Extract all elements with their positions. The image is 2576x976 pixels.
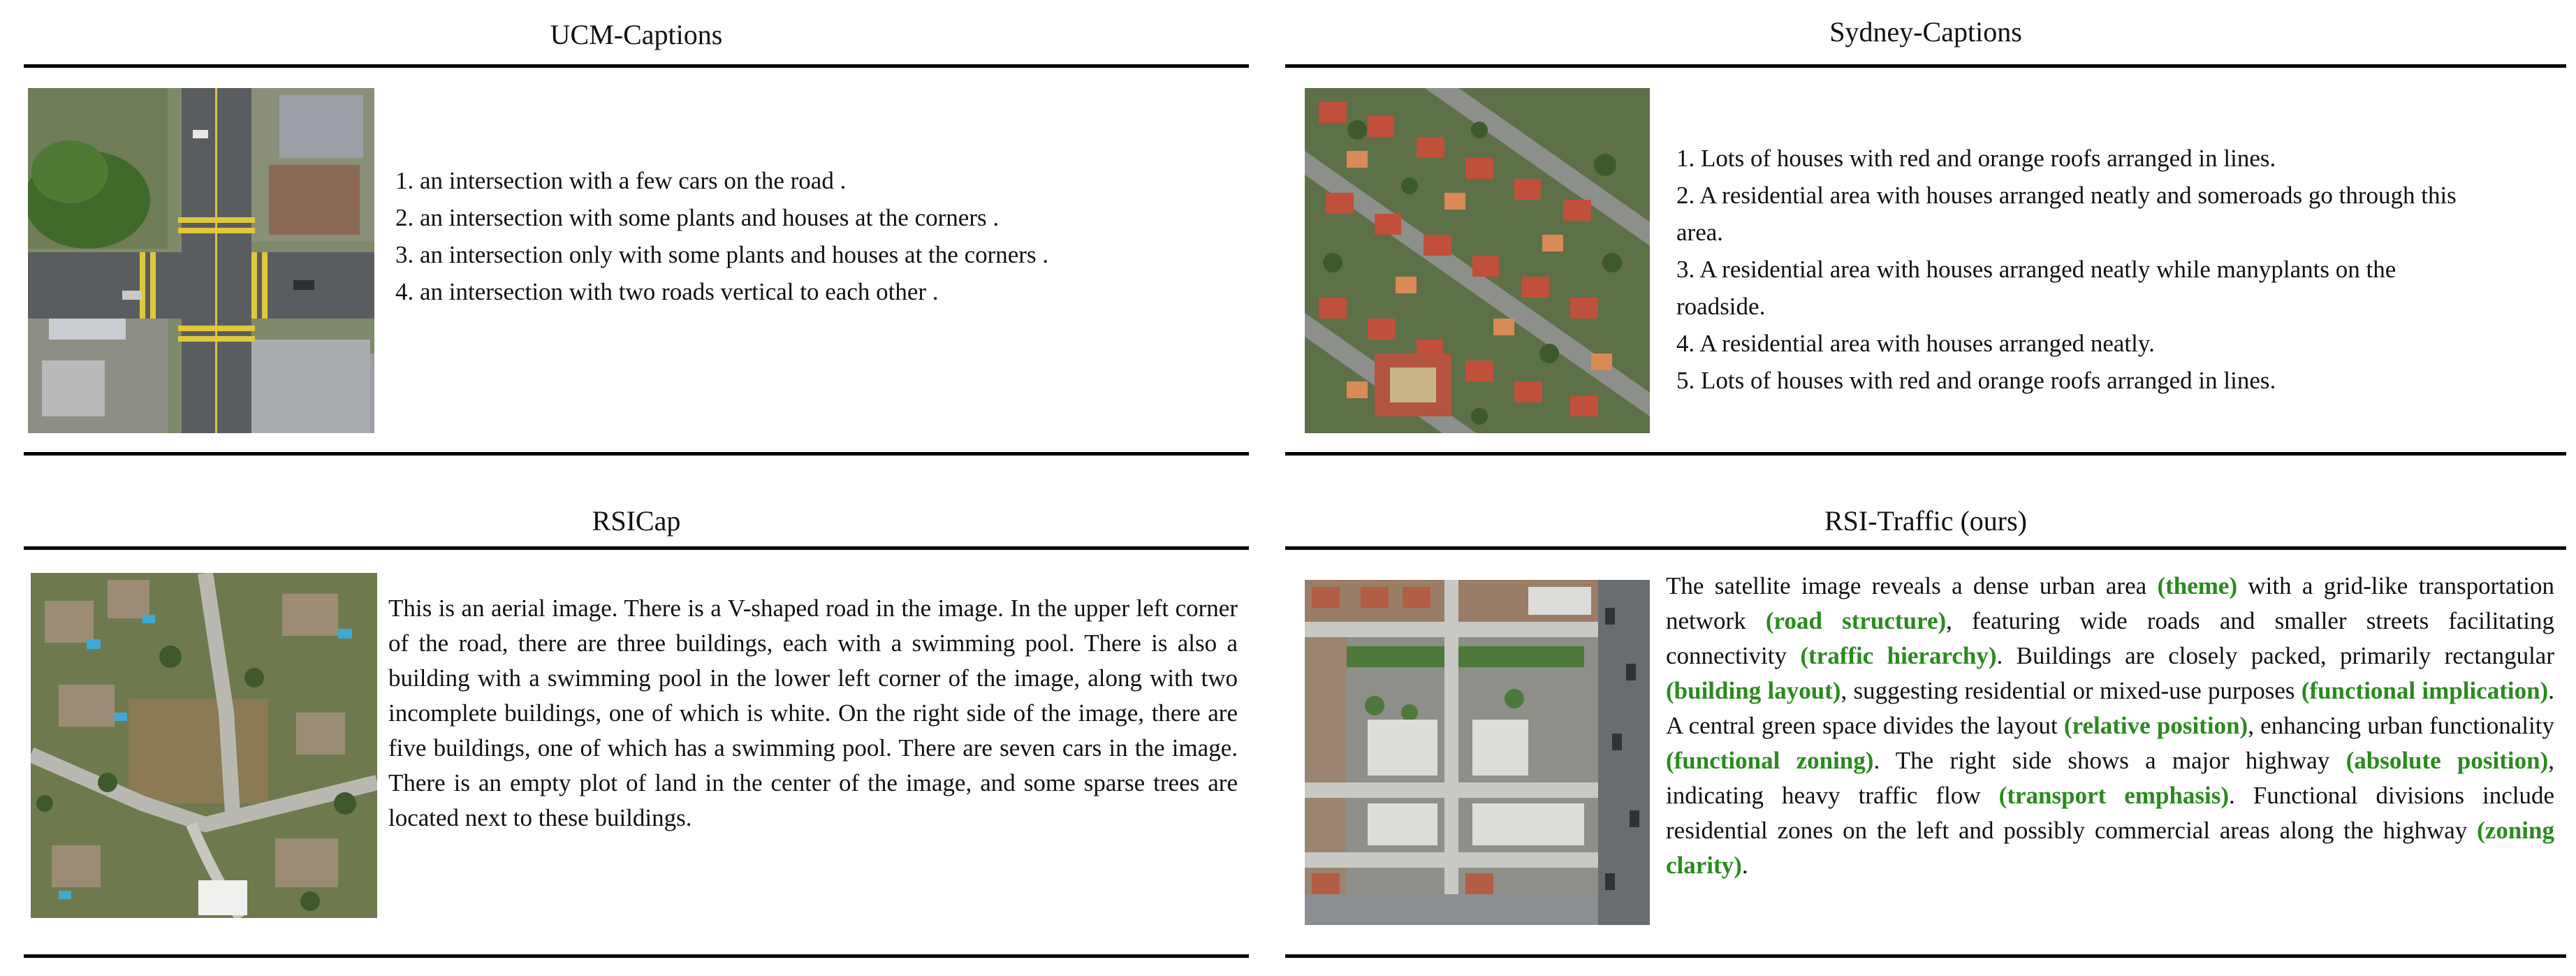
tag-zoning-clarity: (zoning clarity) <box>1666 817 2554 879</box>
caption-1: 1. an intersection with a few cars on the road . <box>395 167 847 194</box>
segment-10: . <box>1741 852 1748 879</box>
panel-title: RSICap <box>592 505 681 537</box>
panel-title: Sydney-Captions <box>1829 16 2022 48</box>
aerial-image-residential <box>1305 88 1650 433</box>
panel-rsicap <box>24 489 1249 976</box>
bottom-rule <box>24 954 1249 958</box>
caption-4: 4. an intersection with two roads vertical to each other . <box>395 278 939 305</box>
tag-absolute-position: (absolute position) <box>2346 747 2549 774</box>
caption-3: 3. an intersection only with some plants and houses at the corners . <box>395 241 1049 268</box>
top-rule <box>1285 64 2566 68</box>
caption-5: 5. Lots of houses with red and orange roofs arranged in lines. <box>1676 367 2276 394</box>
caption-2: 2. an intersection with some plants and houses at the corners . <box>395 204 1000 231</box>
aerial-image-v-road <box>31 573 377 918</box>
caption-4: 4. A residential area with houses arranged neatly. <box>1676 330 2155 357</box>
tag-transport-emphasis: (transport emphasis) <box>1998 782 2230 809</box>
segment-5: . A central green space divides the layout <box>1666 677 2554 739</box>
rsicap-description: This is an aerial image. There is a V-shaped road in the image. In the upper left corner of the road, there are three buildings, each with a swimming pool. There is also a building with a swimming pool in the lower left corner of the image, along with two incomplete buildings, one of which is white. On the right side of the image, there are five buildings, one of which has a swimming pool. There are seven cars in the image. There is an empty plot of land in the center of the image, and some sparse trees are located next to these buildings. <box>388 595 1238 831</box>
tag-building-layout: (building layout) <box>1666 677 1841 704</box>
segment-7: . The right side shows a major highway <box>1873 747 2346 774</box>
segment-4: , suggesting residential or mixed-use purposes <box>1840 677 2301 704</box>
tag-functional-zoning: (functional zoning) <box>1666 747 1874 774</box>
bottom-rule <box>1285 452 2566 456</box>
caption-list <box>1676 140 2480 399</box>
tag-relative-position: (relative position) <box>2063 712 2248 739</box>
tag-theme: (theme) <box>2157 572 2238 599</box>
panel-sydney-captions <box>1285 0 2566 461</box>
top-rule <box>24 64 1249 68</box>
top-rule <box>24 546 1249 550</box>
panel-ucm-captions <box>24 0 1249 461</box>
tag-road-structure: (road structure) <box>1765 607 1947 634</box>
aerial-image-intersection <box>28 88 374 433</box>
segment-0: The satellite image reveals a dense urban area <box>1666 572 2158 599</box>
caption-2: 2. A residential area with houses arranged neatly and someroads go through this area. <box>1676 182 2457 246</box>
tag-functional-implication: (functional implication) <box>2301 677 2549 704</box>
segment-8: , indicating heavy traffic flow <box>1666 747 2554 809</box>
segment-2: , featuring wide roads and smaller streets facilitating connectivity <box>1666 607 2554 669</box>
bottom-rule <box>24 452 1249 456</box>
top-rule <box>1285 546 2566 550</box>
segment-3: . Buildings are closely packed, primarily rectangular <box>1996 642 2554 669</box>
segment-6: , enhancing urban functionality <box>2248 712 2554 739</box>
aerial-image-urban-grid <box>1305 580 1650 925</box>
panel-title: UCM-Captions <box>550 19 723 50</box>
panel-rsi-traffic <box>1285 489 2566 976</box>
rsi-traffic-description <box>1666 569 2554 883</box>
caption-3: 3. A residential area with houses arranged neatly while manyplants on the roadside. <box>1676 256 2396 320</box>
caption-1: 1. Lots of houses with red and orange roofs arranged in lines. <box>1676 145 2276 172</box>
panel-title: RSI-Traffic (ours) <box>1824 505 2027 537</box>
bottom-rule <box>1285 954 2566 958</box>
segment-1: with a grid-like transportation network <box>1666 572 2554 634</box>
caption-list <box>395 162 1234 310</box>
tag-traffic-hierarchy: (traffic hierarchy) <box>1800 642 1997 669</box>
segment-9: . Functional divisions include residential zones on the left and possibly commercial areas along the highway <box>1666 782 2555 844</box>
